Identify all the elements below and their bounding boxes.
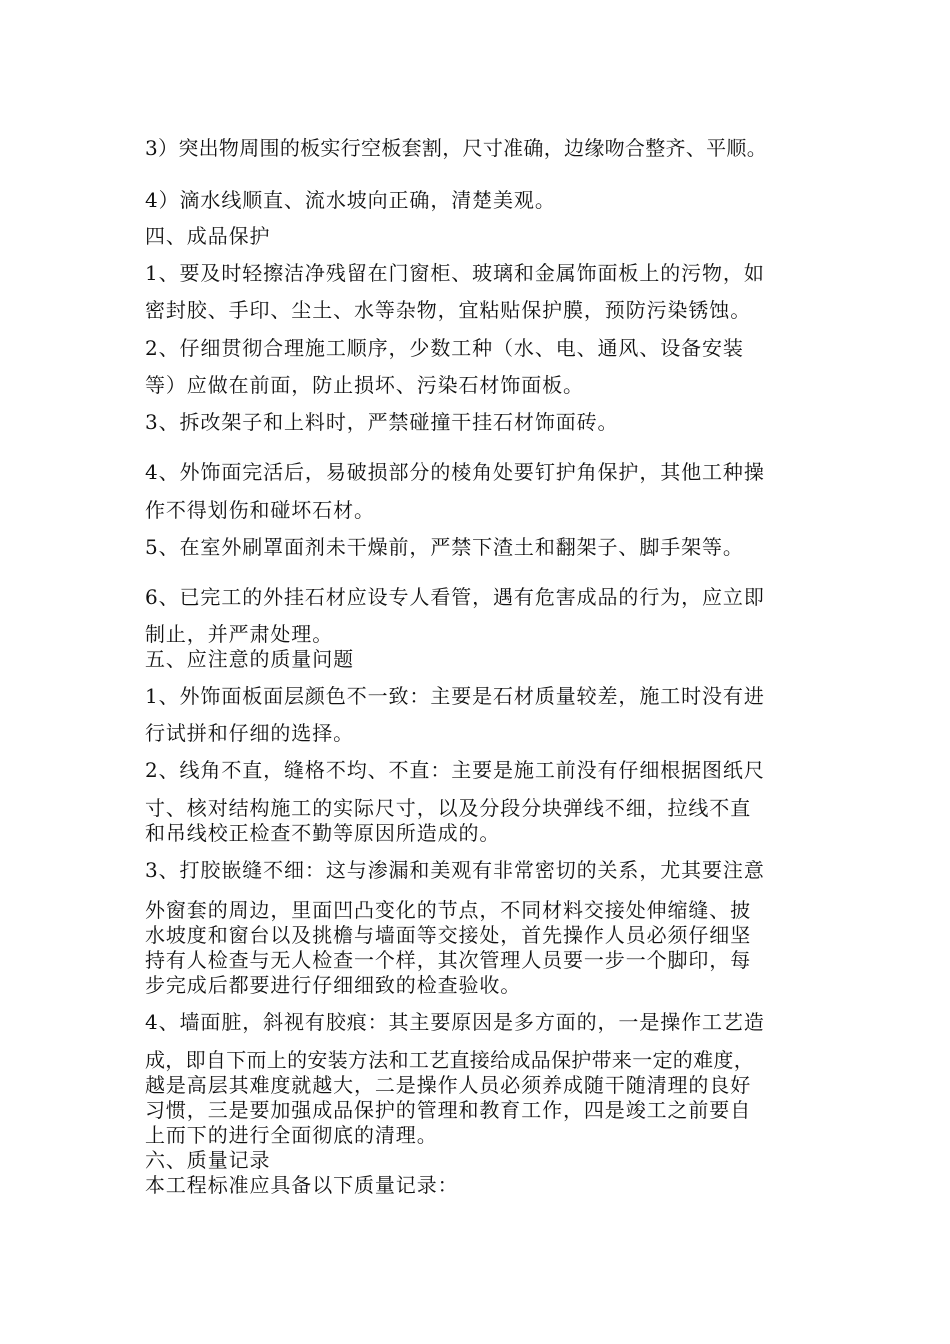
text-line: 上而下的进行全面彻底的清理。 (145, 1123, 438, 1147)
text-line: 3、打胶嵌缝不细：这与渗漏和美观有非常密切的关系，尤其要注意 (145, 858, 765, 882)
text-line: 密封胶、手印、尘土、水等杂物，宜粘贴保护膜，预防污染锈蚀。 (145, 298, 752, 322)
text-line: 1、要及时轻擦洁净残留在门窗柜、玻璃和金属饰面板上的污物，如 (145, 261, 765, 285)
text-line: 3、拆改架子和上料时，严禁碰撞干挂石材饰面砖。 (145, 410, 619, 434)
text-line: 6、已完工的外挂石材应设专人看管，遇有危害成品的行为，应立即 (145, 585, 765, 609)
text-line: 4、外饰面完活后，易破损部分的棱角处要钉护角保护，其他工种操 (145, 460, 765, 484)
text-line: 外窗套的周边，里面凹凸变化的节点，不同材料交接处伸缩缝、披 (145, 898, 752, 922)
text-line: 5、在室外刷罩面剂未干燥前，严禁下渣土和翻架子、脚手架等。 (145, 535, 744, 559)
section-heading: 五、应注意的质量问题 (145, 647, 354, 671)
text-line: 越是高层其难度就越大，二是操作人员必须养成随干随清理的良好 (145, 1073, 752, 1097)
text-line: 本工程标准应具备以下质量记录： (145, 1173, 459, 1197)
text-line: 作不得划伤和碰坏石材。 (145, 498, 375, 522)
text-line: 等）应做在前面，防止损坏、污染石材饰面板。 (145, 373, 584, 397)
text-line: 步完成后都要进行仔细细致的检查验收。 (145, 973, 522, 997)
section-heading: 六、质量记录 (145, 1148, 271, 1172)
text-line: 制止，并严肃处理。 (145, 622, 334, 646)
text-line: 水坡度和窗台以及挑檐与墙面等交接处，首先操作人员必须仔细坚 (145, 923, 752, 947)
text-line: 寸、核对结构施工的实际尺寸，以及分段分块弹线不细，拉线不直 (145, 796, 752, 820)
text-line: 2、仔细贯彻合理施工顺序，少数工种（水、电、通风、设备安装 (145, 336, 744, 360)
text-line: 成，即自下而上的安装方法和工艺直接给成品保护带来一定的难度， (145, 1048, 754, 1072)
text-line: 4）滴水线顺直、流水坡向正确，清楚美观。 (145, 188, 556, 212)
text-line: 持有人检查与无人检查一个样，其次管理人员要一步一个脚印，每 (145, 948, 752, 972)
text-line: 1、外饰面板面层颜色不一致：主要是石材质量较差，施工时没有进 (145, 684, 765, 708)
text-line: 行试拼和仔细的选择。 (145, 721, 354, 745)
text-line: 3）突出物周围的板实行空板套割，尺寸准确，边缘吻合整齐、平顺。 (145, 136, 768, 160)
text-line: 和吊线校正检查不勤等原因所造成的。 (145, 821, 501, 845)
text-line: 习惯，三是要加强成品保护的管理和教育工作，四是竣工之前要自 (145, 1098, 752, 1122)
text-line: 2、线角不直，缝格不均、不直：主要是施工前没有仔细根据图纸尺 (145, 758, 765, 782)
section-heading: 四、成品保护 (145, 224, 271, 248)
text-line: 4、墙面脏，斜视有胶痕：其主要原因是多方面的，一是操作工艺造 (145, 1010, 765, 1034)
